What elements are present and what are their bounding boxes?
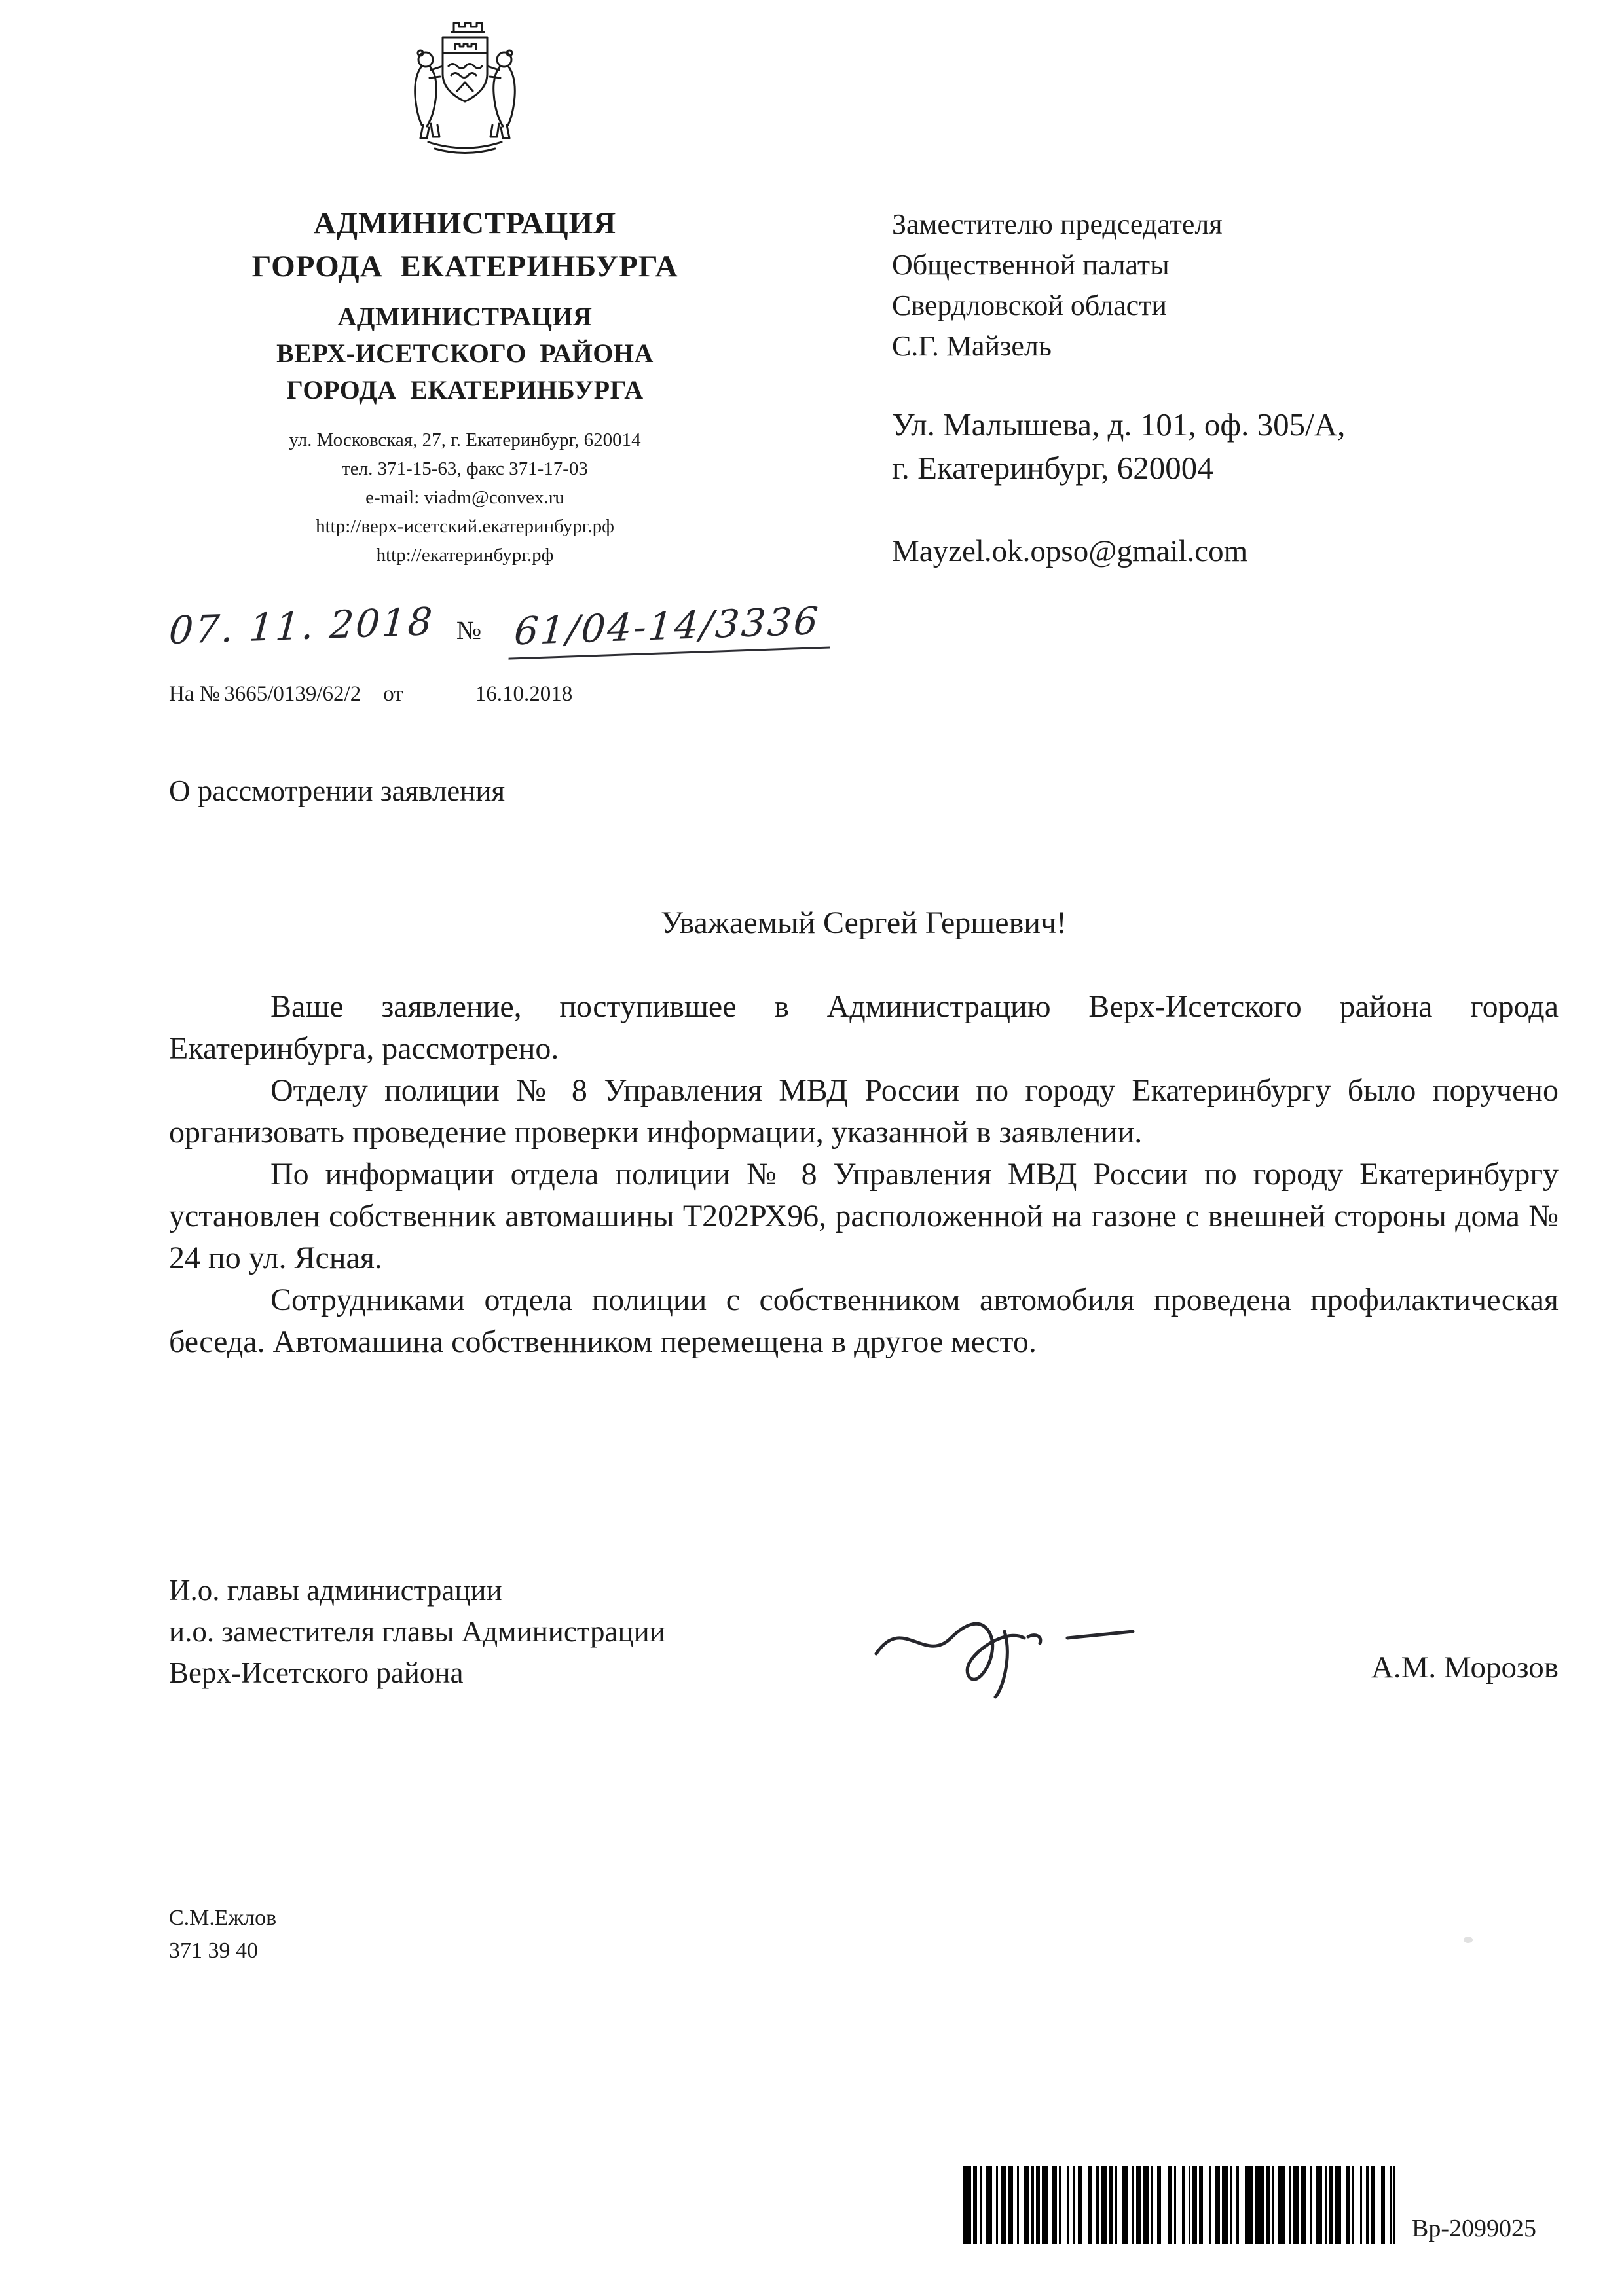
scan-speck <box>1464 1937 1473 1943</box>
sender-dept-line3: ГОРОДА ЕКАТЕРИНБУРГА <box>286 375 644 405</box>
outgoing-reference-line <box>167 598 1020 654</box>
barcode-label: Вр-2099025 <box>1412 2215 1536 2242</box>
sender-block <box>170 202 760 570</box>
body-paragraph-2: Отделу полиции № 8 Управления МВД России по городу Екатеринбургу было поручено организовать проведение проверки информации, указанной в заявлении. <box>169 1073 1559 1150</box>
signer-position-line1: И.о. главы администрации <box>169 1574 502 1607</box>
sender-dept-line2: ВЕРХ-ИСЕТСКОГО РАЙОНА <box>276 338 654 368</box>
signer-position-line3: Верх-Исетского района <box>169 1656 464 1689</box>
reply-from-label: от <box>383 682 403 706</box>
signer-name: А.М. Морозов <box>1371 1650 1559 1685</box>
sender-dept-block <box>170 299 760 409</box>
sender-org-line1: АДМИНИСТРАЦИЯ <box>313 206 617 240</box>
signer-position-block <box>169 1570 889 1694</box>
coat-of-arms <box>386 12 544 183</box>
sender-website-district: http://верх-исетский.екатеринбург.рф <box>316 516 614 537</box>
recipient-name: С.Г. Майзель <box>892 330 1052 362</box>
subject-line: О рассмотрении заявления <box>169 774 506 807</box>
recipient-address-line2: г. Екатеринбург, 620004 <box>892 450 1213 486</box>
reply-date: 16.10.2018 <box>475 682 573 706</box>
recipient-email: Mayzel.ok.opso@gmail.com <box>892 534 1248 568</box>
number-sign: № <box>456 615 482 645</box>
recipient-line1: Заместителю председателя <box>892 208 1223 240</box>
sender-website-city: http://екатеринбург.рф <box>376 545 554 566</box>
body-paragraph-3: По информации отдела полиции № 8 Управления МВД России по городу Екатеринбургу установлен собственник автомашины Т202РХ96, расположенной на газоне с внешней стороны дома № 24 по ул. Ясная. <box>169 1157 1559 1275</box>
signer-position-line2: и.о. заместителя главы Администрации <box>169 1615 665 1648</box>
sender-org-line2: ГОРОДА ЕКАТЕРИНБУРГА <box>251 249 678 283</box>
barcode-bars <box>963 2166 1395 2244</box>
handwritten-outgoing-number: 61/04-14/3336 <box>509 598 834 659</box>
recipient-address <box>892 403 1560 490</box>
reply-label: На № <box>169 682 221 706</box>
sender-phone: тел. 371-15-63, факс 371-17-03 <box>342 458 588 479</box>
incoming-reference-line <box>169 682 1020 706</box>
handwritten-date: 07. 11. 2018 <box>167 598 436 653</box>
handwritten-signature <box>864 1591 1205 1702</box>
coat-of-arms-icon <box>386 12 544 183</box>
executor-block <box>169 1902 276 1967</box>
recipient-line3: Свердловской области <box>892 289 1167 321</box>
signature-icon <box>864 1591 1205 1702</box>
body-paragraph-1: Ваше заявление, поступившее в Администрацию Верх-Исетского района города Екатеринбурга, рассмотрено. <box>169 989 1559 1066</box>
executor-phone: 371 39 40 <box>169 1939 258 1963</box>
sender-email: e-mail: viadm@convex.ru <box>365 487 564 508</box>
executor-name: С.М.Ежлов <box>169 1906 277 1930</box>
reply-number: 3665/0139/62/2 <box>224 682 361 706</box>
sender-address: ул. Московская, 27, г. Екатеринбург, 620014 <box>289 429 641 450</box>
recipient-address-line1: Ул. Малышева, д. 101, оф. 305/А, <box>892 407 1346 443</box>
barcode-row <box>963 2166 1536 2244</box>
body-paragraph-4: Сотрудниками отдела полиции с собственником автомобиля проведена профилактическая беседа. Автомашина собственником перемещена в другое место. <box>169 1283 1559 1359</box>
recipient-line2: Общественной палаты <box>892 249 1170 281</box>
salutation: Уважаемый Сергей Гершевич! <box>660 905 1067 940</box>
sender-dept-line1: АДМИНИСТРАЦИЯ <box>337 302 593 331</box>
sender-contacts <box>170 426 760 570</box>
recipient-block <box>892 204 1560 571</box>
letter-body <box>169 986 1559 1363</box>
barcode <box>963 2166 1395 2244</box>
